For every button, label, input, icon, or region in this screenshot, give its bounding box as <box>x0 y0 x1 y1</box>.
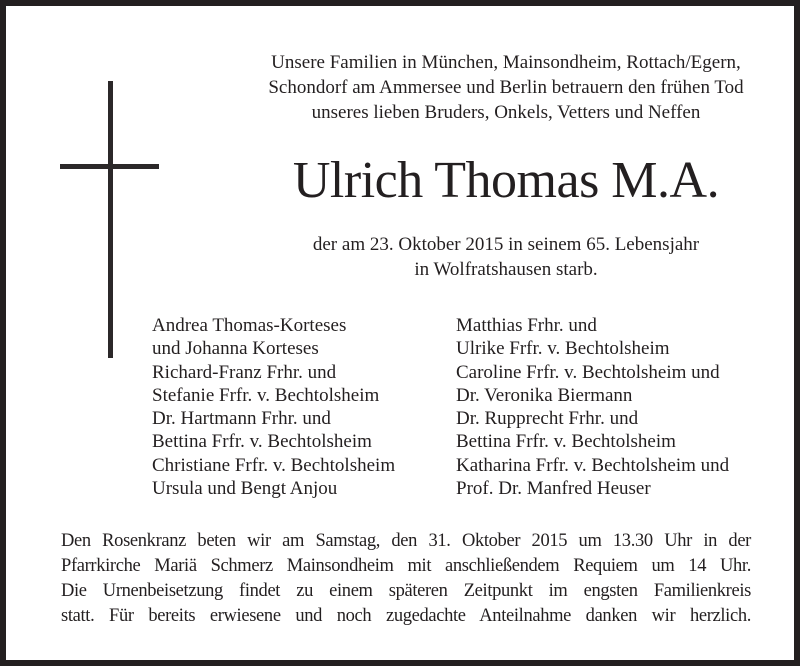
mourner-line: Ursula und Bengt Anjou <box>152 478 338 500</box>
closing-line: statt. Für bereits erwiesene und noch zugedachte Anteilnahme danken wir herzlich. <box>61 606 751 626</box>
mourner-line: Andrea Thomas-Korteses <box>152 315 347 336</box>
mourner-line: Katharina Frfr. v. Bechtolsheim und <box>456 454 730 476</box>
mourner-line: Ulrike Frfr. v. Bechtolsheim <box>456 338 670 360</box>
mourner-line: Stefanie Frfr. v. Bechtolsheim <box>152 384 380 406</box>
mourner-line: Matthias Frhr. und <box>456 315 597 336</box>
mourner-line: Christiane Frfr. v. Bechtolsheim <box>152 454 396 476</box>
mourner-line: Dr. Hartmann Frhr. und <box>152 408 331 430</box>
mourner-line: Bettina Frfr. v. Bechtolsheim <box>456 431 676 453</box>
intro-line: unseres lieben Bruders, Onkels, Vetters und Neffen <box>311 102 701 123</box>
closing-line: Den Rosenkranz beten wir am Samstag, den 31. Oktober 2015 um 13.30 Uhr in der <box>61 531 751 551</box>
mourner-line: Dr. Rupprecht Frhr. und <box>456 408 639 430</box>
intro-text <box>206 50 800 125</box>
death-line: in Wolfratshausen starb. <box>414 259 598 280</box>
intro-line: Schondorf am Ammersee und Berlin betrauern den frühen Tod <box>268 77 744 98</box>
death-details <box>206 232 800 282</box>
mourner-line: Caroline Frfr. v. Bechtolsheim und <box>456 361 720 383</box>
closing-paragraph <box>61 529 751 629</box>
mourner-line: und Johanna Korteses <box>152 338 319 360</box>
intro-line: Unsere Familien in München, Mainsondheim, Rottach/Egern, <box>271 52 741 73</box>
closing-line: Die Urnenbeisetzung findet zu einem späteren Zeitpunkt im engsten Familienkreis <box>61 581 751 601</box>
mourner-line: Richard-Franz Frhr. und <box>152 361 337 383</box>
mourner-line: Prof. Dr. Manfred Heuser <box>456 478 651 500</box>
mourners-right-column <box>456 314 796 500</box>
cross-horizontal-bar <box>60 164 159 169</box>
mourner-line: Bettina Frfr. v. Bechtolsheim <box>152 431 372 453</box>
death-line: der am 23. Oktober 2015 in seinem 65. Lebensjahr <box>312 234 700 255</box>
cross-vertical-bar <box>108 81 113 358</box>
mourners-left-column <box>152 314 432 500</box>
closing-line: Pfarrkirche Mariä Schmerz Mainsondheim mit anschließendem Requiem um 14 Uhr. <box>61 556 751 576</box>
mourner-line: Dr. Veronika Biermann <box>456 384 633 406</box>
deceased-name: Ulrich Thomas M.A. <box>292 152 720 209</box>
